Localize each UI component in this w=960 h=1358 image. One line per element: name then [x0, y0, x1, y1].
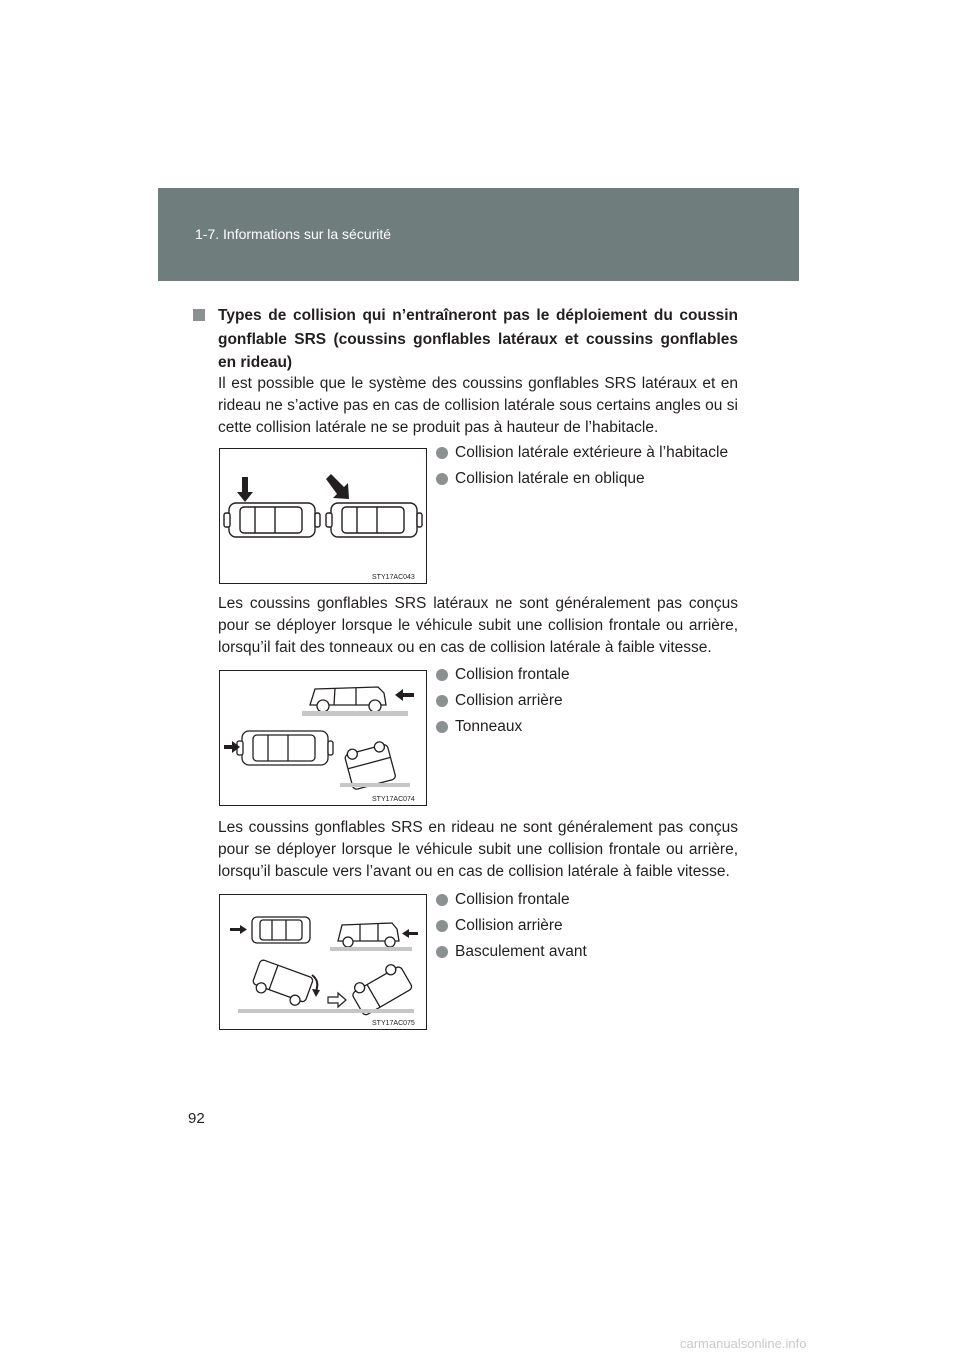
figure-code: STY17AC075	[372, 1020, 415, 1027]
vehicle-flipped-icon	[348, 960, 412, 1016]
figure-code: STY17AC043	[372, 574, 415, 581]
page-number: 92	[188, 1110, 205, 1127]
impact-arrow-left-icon	[395, 689, 414, 701]
bullet-dot-icon	[436, 721, 448, 733]
vehicle-tipping-icon	[250, 959, 314, 1008]
vehicle-top-view-icon	[224, 503, 320, 537]
side-airbag-paragraph: Les coussins gonflables SRS latéraux ne sont généralement pas conçus pour se déployer lorsque le véhicule subit une collision frontale ou arrière, lorsqu’il fait des tonneaux ou en cas de collision latérale à faible vitesse.	[218, 595, 738, 656]
figure-front-rear-forward-tip	[219, 894, 427, 1030]
bullet-dot-icon	[436, 946, 448, 958]
vehicle-top-view-icon	[237, 731, 333, 765]
list-item: Collision frontale	[436, 665, 746, 691]
vehicle-top-view-icon	[326, 503, 422, 537]
square-bullet-icon	[193, 309, 205, 321]
figure-2-bullets	[436, 665, 746, 743]
figure-front-rear-rollover	[219, 670, 427, 806]
bullet-dot-icon	[436, 473, 448, 485]
vehicle-side-view-icon	[338, 923, 399, 947]
ground-line	[330, 947, 412, 951]
section-heading	[193, 304, 738, 375]
transition-arrow-icon	[328, 993, 346, 1007]
ground-line	[340, 783, 410, 787]
impact-arrow-left-icon	[402, 929, 418, 938]
bullet-dot-icon	[436, 920, 448, 932]
figure-3-bullets	[436, 890, 746, 968]
tip-curve-arrow-icon	[312, 975, 317, 991]
list-item: Tonneaux	[436, 717, 746, 743]
list-item: Basculement avant	[436, 942, 746, 968]
curtain-airbag-paragraph: Les coussins gonflables SRS en rideau ne sont généralement pas conçus pour se déployer lorsque le véhicule subit une collision frontale ou arrière, lorsqu’il bascule vers l’avant ou en cas de collision latérale à faible vitesse.	[218, 819, 738, 880]
impact-arrow-diagonal-icon	[326, 474, 349, 499]
impact-arrow-right-icon	[230, 925, 247, 934]
figure-code: STY17AC074	[372, 796, 415, 803]
ground-line	[302, 711, 408, 716]
section-heading-text: Types de collision qui n’entraîneront pas le déploiement du coussin gonflable SRS (coussins gonflables latéraux et coussins gonflables en rideau)	[218, 307, 738, 371]
bullet-dot-icon	[436, 669, 448, 681]
bullet-dot-icon	[436, 447, 448, 459]
list-item: Collision arrière	[436, 691, 746, 717]
list-item: Collision latérale extérieure à l’habitacle	[436, 443, 746, 469]
bullet-dot-icon	[436, 894, 448, 906]
figure-side-collision	[219, 448, 427, 584]
list-item: Collision arrière	[436, 916, 746, 942]
header-bar	[158, 188, 799, 281]
intro-paragraph: Il est possible que le système des coussins gonflables SRS latéraux et en rideau ne s’active pas en cas de collision latérale sous certains angles ou si cette collision latérale ne se produit pas à hauteur de l’habitacle.	[218, 375, 738, 436]
ground-line	[238, 1009, 414, 1013]
impact-arrow-down-icon	[237, 477, 253, 502]
vehicle-top-view-icon	[252, 917, 310, 943]
list-item: Collision latérale en oblique	[436, 469, 746, 495]
figure-1-bullets	[436, 443, 746, 495]
bullet-dot-icon	[436, 695, 448, 707]
list-item: Collision frontale	[436, 890, 746, 916]
vehicle-side-view-icon	[310, 687, 386, 712]
vehicle-rollover-icon	[343, 740, 396, 790]
header-title: 1-7. Informations sur la sécurité	[195, 226, 392, 242]
watermark: carmanualsonline.info	[680, 1336, 807, 1351]
